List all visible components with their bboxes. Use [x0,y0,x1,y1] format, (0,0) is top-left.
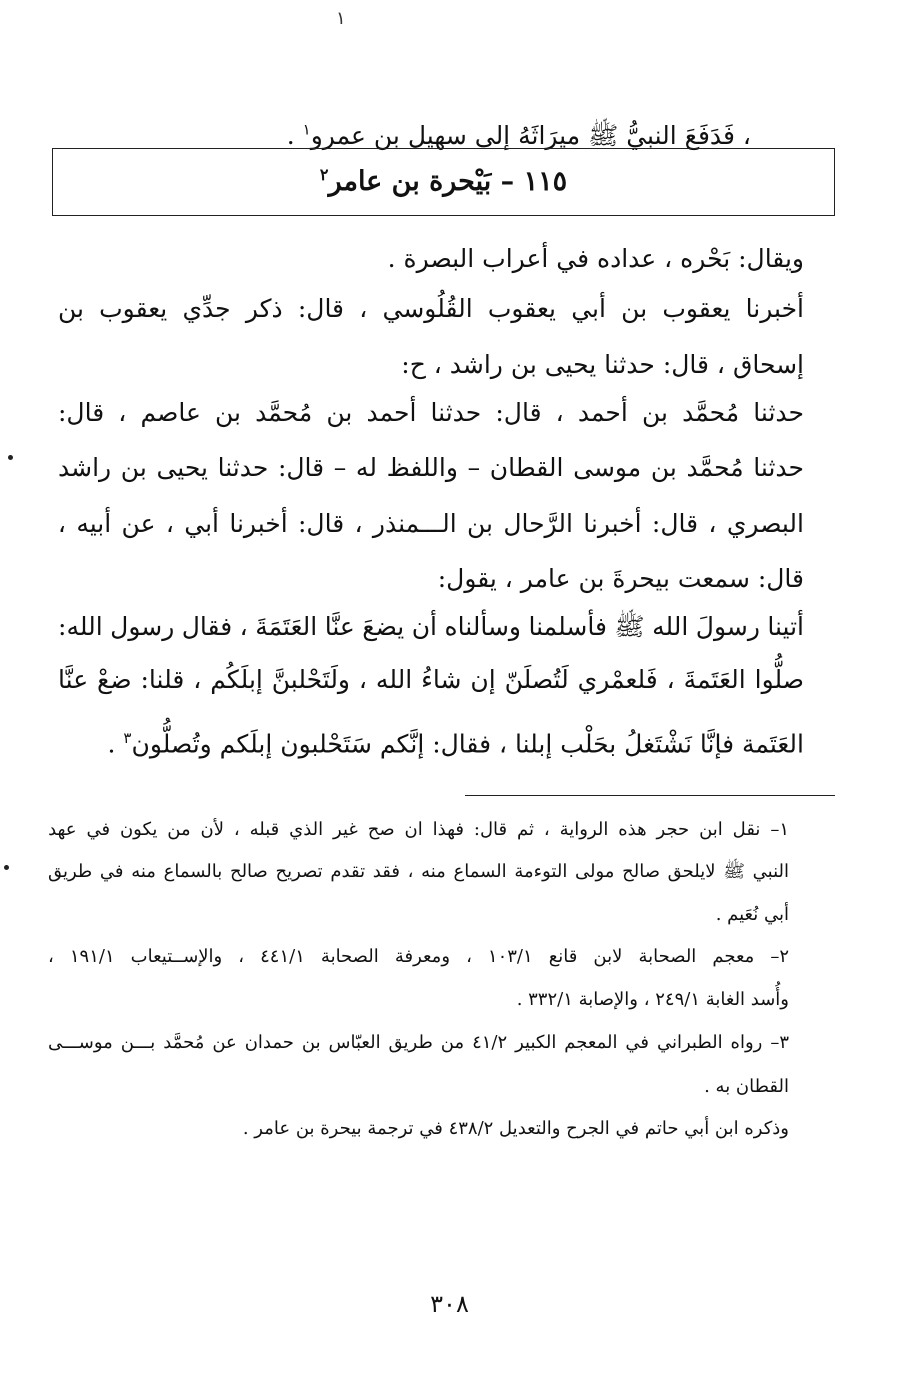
footnote-line: وذكره ابن أبي حاتم في الجرح والتعديل ٤٣٨/٢ في ترجمة بيحرة بن عامر . [242,1118,789,1139]
continuation-text: ، فَدَفَعَ النبيُّ ﷺ ميرَاثَهُ إلى سهيل بن عمرو [310,121,751,150]
edge-dot-left [8,455,13,460]
body-line-last [108,722,805,760]
footnote-ref: ٣ [123,729,132,747]
body-line: صلُّوا العَتَمةَ ، فَلعمْري لَتُصلَنّ إن شاءُ الله ، ولَتَحْلبنَّ إبلَكُم ، قلنا: ضعْ عنَّا [58,665,804,694]
footnote-line: وأُسد الغابة ٢٤٩/١ ، والإصابة ٣٣٢/١ . [516,989,789,1010]
footnote-line: ١– نقل ابن حجر هذه الرواية ، ثم قال: فهذا ان صح غير الذي قبله ، لأن من يكون في عهد [48,819,789,840]
footnote-line: ٣– رواه الطبراني في المعجم الكبير ٤١/٢ من طريق العبّاس بن حمدان عن مُحمَّد بـــن موســـى [47,1032,789,1053]
body-line: أتينا رسولَ الله ﷺ فأسلمنا وسألناه أن يضعَ عنَّا العَتَمَةَ ، فقال رسول الله: [58,612,804,641]
footnote-ref: ١ [302,120,311,139]
footnote-line: النبي ﷺ لايلحق صالح مولى التوءمة السماع منه ، فقد تقدم تصريح صالح بالسماع منه في طريق [47,861,789,882]
body-line: حدثنا مُحمَّد بن موسى القطان – واللفظ له – قال: حدثنا يحيى بن راشد [58,453,804,482]
continuation-end: . [286,121,303,150]
top-mark: ١ [336,8,346,29]
body-line: إسحاق ، قال: حدثنا يحيى بن راشد ، ح: [401,350,804,379]
footnote-ref: ٢ [319,165,329,184]
entry-name: بَيْحرة بن عامر [328,166,492,197]
entry-heading-box [52,148,835,216]
page-number: ٣٠٨ [430,1290,469,1318]
footnote-line: أبي نُعَيم . [715,904,789,925]
entry-number: ١١٥ [523,166,568,197]
footnote-separator [465,795,835,796]
body-line: قال: سمعت بيحرةَ بن عامر ، يقول: [437,564,804,593]
footnote-line: القطان به . [704,1076,789,1097]
body-line: حدثنا مُحمَّد بن أحمد ، قال: حدثنا أحمد بن مُحمَّد بن عاصم ، قال: [57,398,804,427]
body-line: ويقال: بَحْره ، عداده في أعراب البصرة . [387,244,804,273]
body-line: البصري ، قال: أخبرنا الرَّحال بن الـــمنذر ، قال: أخبرنا أبي ، عن أبيه ، [57,509,804,538]
body-line-text: العَتَمة فإنَّا نَشْتَغلُ بحَلْب إبلنا ، فقال: إنَّكم سَتَحْلبون إبلَكم وتُصلُّون [131,729,804,759]
edge-dot-left-lower [4,865,9,870]
body-line-end: . [107,729,124,759]
entry-heading [53,165,834,197]
entry-dash: – [491,166,524,197]
body-line: أخبرنا يعقوب بن أبي يعقوب القُلُوسي ، قال: ذكر جدِّي يعقوب بن [57,294,804,323]
footnote-line: ٢– معجم الصحابة لابن قانع ١٠٣/١ ، ومعرفة الصحابة ٤٤١/١ ، والإســتيعاب ١٩١/١ ، [48,946,789,967]
